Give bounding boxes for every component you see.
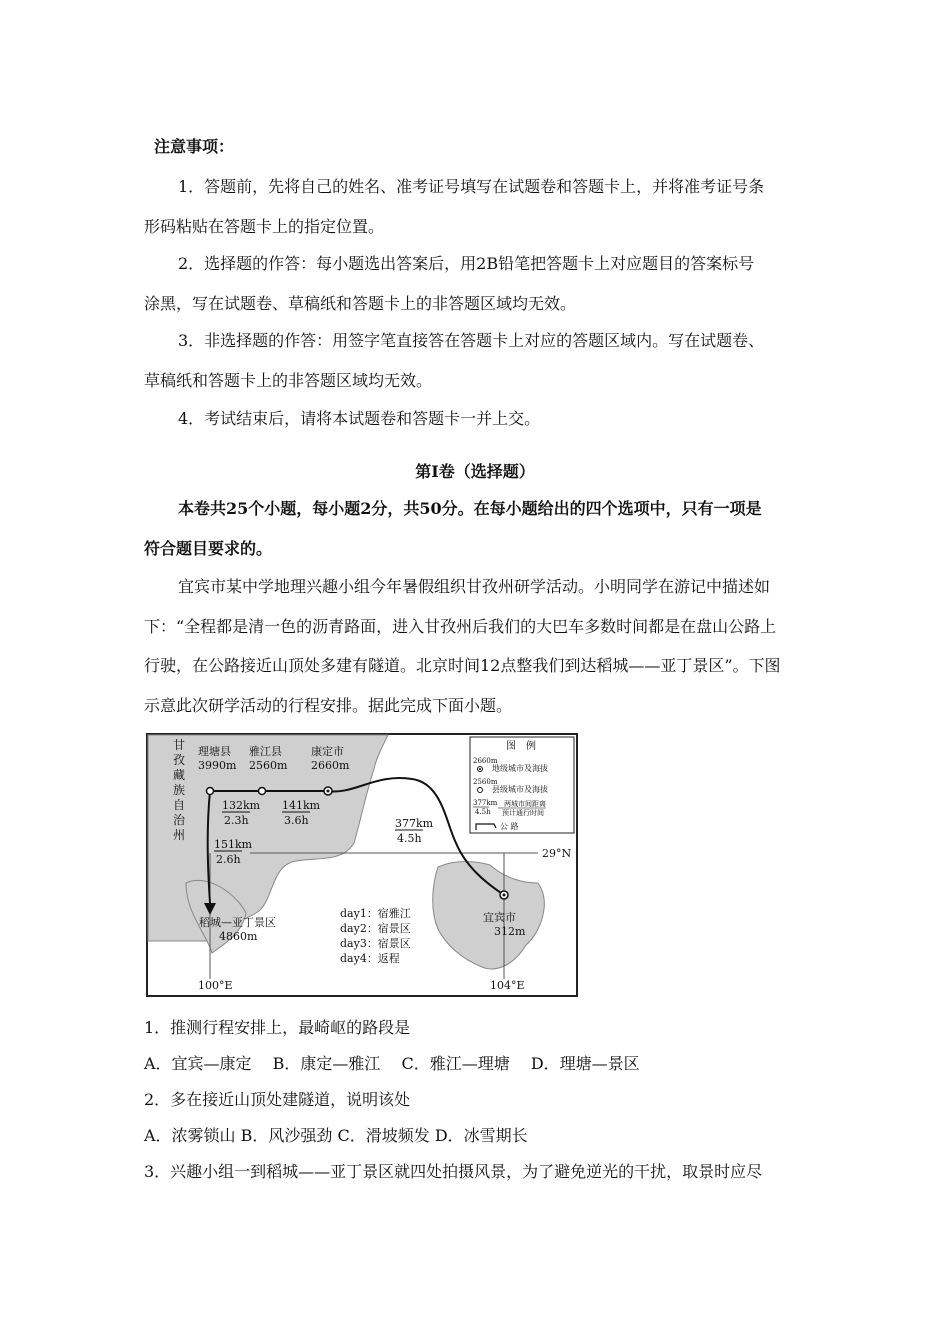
svg-text:地级城市及海拔: 地级城市及海拔 (492, 764, 548, 773)
seg-lt-dc-dist: 151km (214, 838, 253, 851)
yibin-name: 宜宾市 (483, 911, 516, 924)
seg-yj-kd-dist: 141km (282, 799, 321, 812)
notice-item-1: 1．答题前，先将自己的姓名、准考证号填写在试题卷和答题卡上，并将准考证号条 (178, 177, 765, 196)
notice-title: 注意事项： (154, 137, 235, 156)
notice-item-2: 2．选择题的作答：每小题选出答案后，用2B铅笔把答题卡上对应题目的答案标号 (178, 254, 755, 273)
seg-kd-yb-dist: 377km (395, 817, 434, 830)
lon-label-104: 104°E (490, 979, 525, 992)
svg-text:州: 州 (173, 828, 186, 842)
question-2-options: A．浓雾锁山 B．风沙强劲 C．滑坡频发 D．冰雪期长 (144, 1126, 528, 1145)
svg-text:藏: 藏 (173, 768, 186, 782)
section-title: 第Ⅰ卷（选择题） (415, 462, 535, 481)
lat-label: 29°N (542, 847, 572, 860)
passage-line-2: 下：“全程都是清一色的沥青路面，进入甘孜州后我们的大巴车多数时间都是在盘山公路上 (144, 617, 777, 636)
svg-text:day3：宿景区: day3：宿景区 (340, 937, 411, 950)
svg-text:377km: 377km (473, 799, 498, 807)
passage-line-4: 示意此次研学活动的行程安排。据此完成下面小题。 (144, 696, 513, 715)
seg-lt-dc-time: 2.6h (216, 853, 241, 866)
yajiang-alt: 2560m (249, 759, 288, 772)
question-3-stem: 3．兴趣小组一到稻城——亚丁景区就四处拍摄风景，为了避免逆光的干扰，取景时应尽 (144, 1162, 763, 1181)
map-legend (470, 737, 574, 833)
svg-text:族: 族 (173, 783, 186, 797)
question-2-stem: 2．多在接近山顶处建隧道，说明该处 (144, 1090, 411, 1109)
svg-text:4.5h: 4.5h (475, 808, 491, 816)
kangding-alt: 2660m (311, 759, 350, 772)
seg-lt-yj-dist: 132km (222, 799, 261, 812)
litang-alt: 3990m (198, 759, 237, 772)
svg-text:孜: 孜 (173, 753, 186, 767)
svg-text:图 例: 图 例 (506, 741, 536, 752)
yibin-alt: 312m (494, 925, 526, 938)
svg-text:公 路: 公 路 (500, 822, 519, 831)
svg-text:预计通行时间: 预计通行时间 (502, 809, 544, 817)
route-map (146, 733, 578, 997)
yajiang-name: 雅江县 (249, 745, 282, 758)
daocheng-name: 稻城—亚丁景区 (199, 916, 276, 929)
seg-lt-yj-time: 2.3h (224, 814, 249, 827)
kangding-name: 康定市 (311, 745, 344, 758)
svg-text:day4：返程: day4：返程 (340, 952, 400, 965)
svg-text:甘: 甘 (173, 738, 186, 752)
section-intro-cont: 符合题目要求的。 (144, 539, 273, 558)
notice-item-3-cont: 草稿纸和答题卡上的非答题区域均无效。 (144, 371, 433, 390)
svg-text:day2：宿景区: day2：宿景区 (340, 922, 411, 935)
notice-item-2-cont: 涂黑，写在试题卷、草稿纸和答题卡上的非答题区域均无效。 (144, 294, 577, 313)
svg-text:两城市间距离: 两城市间距离 (504, 800, 546, 808)
svg-text:2560m: 2560m (473, 778, 498, 786)
notice-item-1-cont: 形码粘贴在答题卡上的指定位置。 (144, 217, 385, 236)
seg-yj-kd-time: 3.6h (284, 814, 309, 827)
daocheng-alt: 4860m (219, 930, 258, 943)
litang-name: 理塘县 (198, 745, 231, 758)
litang-marker (207, 788, 214, 795)
svg-text:2660m: 2660m (473, 757, 498, 765)
passage-line-3: 行驶，在公路接近山顶处多建有隧道。北京时间12点整我们到达稻城——亚丁景区”。下图 (144, 656, 781, 675)
notice-item-3: 3．非选择题的作答：用签字笔直接答在答题卡上对应的答题区域内。写在试题卷、 (178, 331, 765, 350)
section-intro: 本卷共25个小题，每小题2分，共50分。在每小题给出的四个选项中，只有一项是 (178, 499, 762, 518)
yajiang-marker (259, 788, 266, 795)
svg-text:县级城市及海拔: 县级城市及海拔 (492, 785, 548, 794)
notice-item-4: 4．考试结束后，请将本试题卷和答题卡一并上交。 (178, 409, 541, 428)
passage-line-1: 宜宾市某中学地理兴趣小组今年暑假组织甘孜州研学活动。小明同学在游记中描述如 (178, 577, 771, 596)
question-1-stem: 1．推测行程安排上，最崎岖的路段是 (144, 1018, 411, 1037)
svg-text:自: 自 (173, 798, 186, 812)
question-1-options: A．宜宾—康定 B．康定—雅江 C．雅江—理塘 D．理塘—景区 (144, 1054, 640, 1073)
region-label (173, 737, 186, 842)
seg-kd-yb-time: 4.5h (397, 832, 422, 845)
lon-label-100: 100°E (198, 979, 233, 992)
svg-text:治: 治 (173, 813, 186, 827)
svg-text:day1：宿雅江: day1：宿雅江 (340, 907, 411, 920)
